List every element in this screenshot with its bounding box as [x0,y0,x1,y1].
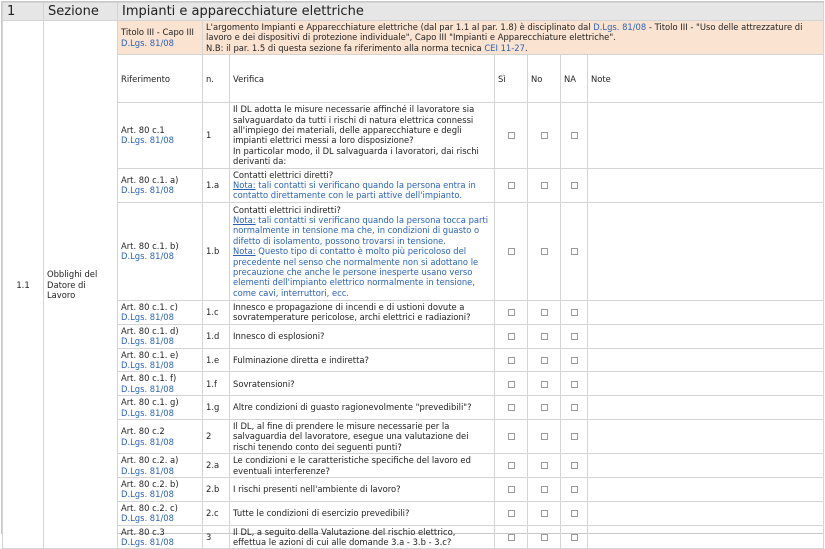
question-text: Fulminazione diretta e indiretta? [233,354,369,365]
answer-cell-no [528,501,561,525]
intro-row [3,21,824,55]
section-title: Impianti e apparecchiature elettriche [118,3,824,21]
table-row [3,202,824,300]
checkbox-no[interactable] [541,433,548,440]
row-ref-law-link[interactable]: D.Lgs. 81/08 [121,465,174,476]
answer-cell-si [495,525,528,549]
note-text: tali contatti si verificano quando la persona tocca parti normalmente in tensione ma che, in condizioni di guasto o difetto di isolamento, possono trovarsi in tensione. [233,214,489,246]
checkbox-no[interactable] [541,381,548,388]
intro-law-link[interactable]: D.Lgs. 81/08 [593,22,647,32]
row-number: 3 [203,525,230,549]
answer-cell-na [561,324,588,348]
intro-ref-law-link[interactable]: D.Lgs. 81/08 [121,37,174,48]
row-ref-law-link[interactable]: D.Lgs. 81/08 [121,359,174,370]
intro-text-a: L'argomento Impianti e Apparecchiature elettriche (dal par 1.1 al par. 1.8) è disciplinato dal [206,22,594,32]
checkbox-si[interactable] [508,333,515,340]
row-question [230,477,495,501]
row-reference [118,372,203,396]
answer-cell-no [528,168,561,202]
row-number: 1.a [203,168,230,202]
answer-cell-na [561,396,588,420]
row-ref-article: Art. 80 c.2. c) [121,502,178,513]
checkbox-no[interactable] [541,182,548,189]
row-question [230,419,495,453]
answer-cell-no [528,454,561,478]
row-ref-law-link[interactable]: D.Lgs. 81/08 [121,185,174,196]
row-reference [118,324,203,348]
row-number: 1.e [203,348,230,372]
row-number: 1 [203,103,230,168]
row-question [230,168,495,202]
answer-cell-no [528,477,561,501]
intro-ref-line: Titolo III - Capo III [121,27,194,38]
row-reference [118,477,203,501]
row-ref-article: Art. 80 c.1. g) [121,397,179,408]
row-ref-article: Art. 80 c.1. c) [121,301,178,312]
answer-cell-si [495,348,528,372]
note-input-cell[interactable] [588,324,824,348]
answer-cell-si [495,103,528,168]
answer-cell-no [528,372,561,396]
row-reference [118,300,203,324]
checklist-table [2,2,824,549]
question-text: Contatti elettrici diretti? [233,169,334,180]
question-text: I rischi presenti nell'ambiente di lavoro? [233,484,401,495]
checkbox-si[interactable] [508,309,515,316]
checkbox-na[interactable] [571,404,578,411]
checkbox-na[interactable] [571,357,578,364]
col-riferimento: Riferimento [118,55,203,103]
row-reference [118,168,203,202]
answer-cell-na [561,525,588,549]
checkbox-na[interactable] [571,486,578,493]
answer-cell-si [495,300,528,324]
note-input-cell[interactable] [588,300,824,324]
answer-cell-si [495,477,528,501]
answer-cell-na [561,372,588,396]
row-ref-law-link[interactable]: D.Lgs. 81/08 [121,251,174,262]
row-ref-article: Art. 80 c.1. d) [121,325,179,336]
answer-cell-no [528,324,561,348]
checkbox-si[interactable] [508,132,515,139]
table-row [3,396,824,420]
answer-cell-si [495,454,528,478]
checkbox-na[interactable] [571,248,578,255]
col-no: No [528,55,561,103]
checkbox-na[interactable] [571,462,578,469]
row-ref-article: Art. 80 c.2. a) [121,455,179,466]
row-question [230,324,495,348]
row-reference [118,454,203,478]
answer-cell-na [561,501,588,525]
row-ref-article: Art. 80 c.1. a) [121,174,179,185]
intro-text-c: N.B: il par. 1.5 di questa sezione fa riferimento alla norma tecnica [206,42,485,53]
row-ref-article: Art. 80 c.2. b) [121,478,179,489]
table-row [3,477,824,501]
note-input-cell[interactable] [588,372,824,396]
checkbox-na[interactable] [571,132,578,139]
row-reference [118,348,203,372]
row-number: 2 [203,419,230,453]
row-number: 1.b [203,202,230,300]
row-ref-law-link[interactable]: D.Lgs. 81/08 [121,537,174,547]
answer-cell-no [528,396,561,420]
checkbox-no[interactable] [541,333,548,340]
col-note: Note [588,55,824,103]
checkbox-si[interactable] [508,433,515,440]
row-number: 1.f [203,372,230,396]
checkbox-na[interactable] [571,433,578,440]
row-ref-law-link[interactable]: D.Lgs. 81/08 [121,407,174,418]
answer-cell-no [528,525,561,549]
answer-cell-na [561,202,588,300]
table-row [3,168,824,202]
question-text: Innesco e propagazione di incendi e di ustioni dovute a sovratemperature pericolose, archi elettrici e radiazioni? [233,301,471,323]
note-input-cell[interactable] [588,396,824,420]
row-question [230,300,495,324]
intro-text-c-end: . [524,42,528,53]
note-input-cell[interactable] [588,103,824,168]
intro-reference [118,21,203,55]
row-number: 2.b [203,477,230,501]
checkbox-no[interactable] [541,404,548,411]
answer-cell-si [495,168,528,202]
checkbox-si[interactable] [508,510,515,517]
row-question [230,372,495,396]
question-text: Innesco di esplosioni? [233,330,325,341]
question-text: Sovratensioni? [233,378,295,389]
answer-cell-na [561,348,588,372]
section-label: Sezione [44,3,118,21]
checkbox-si[interactable] [508,357,515,364]
table-row [3,348,824,372]
row-question [230,202,495,300]
table-row [3,103,824,168]
answer-cell-si [495,501,528,525]
note-input-cell[interactable] [588,202,824,300]
answer-cell-no [528,202,561,300]
question-text: Il DL, a seguito della Valutazione del rischio elettrico, effettua le azioni di cui alle domande 3.a - 3.b - 3.c? [233,526,456,547]
row-ref-article: Art. 80 c.1. e) [121,349,179,360]
row-question [230,103,495,168]
row-ref-article: Art. 80 c.2 [121,426,165,437]
question-text: Il DL, al fine di prendere le misure necessarie per la salvaguardia del lavoratore, esegue una valutazione dei rischi tenendo conto dei seguenti punti? [233,420,469,452]
note-text: tali contatti si verificano quando la persona entra in contatto direttamente con le parti attive dell'impianto. [233,180,476,201]
question-text: Tutte le condizioni di esercizio prevedibili? [233,507,410,518]
row-question [230,348,495,372]
col-verifica: Verifica [230,55,495,103]
question-text: Contatti elettrici indiretti? [233,204,341,215]
note-input-cell[interactable] [588,525,824,549]
checkbox-si[interactable] [508,462,515,469]
row-ref-law-link[interactable]: D.Lgs. 81/08 [121,383,174,394]
checkbox-si[interactable] [508,248,515,255]
note-input-cell[interactable] [588,348,824,372]
checkbox-no[interactable] [541,510,548,517]
answer-cell-no [528,103,561,168]
answer-cell-si [495,202,528,300]
row-ref-article: Art. 80 c.1 [121,125,165,136]
row-reference [118,419,203,453]
answer-cell-si [495,324,528,348]
row-number: 2.a [203,454,230,478]
answer-cell-si [495,372,528,396]
row-ref-law-link[interactable]: D.Lgs. 81/08 [121,336,174,347]
checkbox-si[interactable] [508,486,515,493]
row-question [230,454,495,478]
intro-text-b: - Titolo III - "Uso delle attrezzature di lavoro e dei dispositivi di protezione individuale", Capo III "Impianti e Apparecchiature elettriche". [206,22,803,43]
row-question [230,525,495,549]
answer-cell-si [495,396,528,420]
checkbox-si[interactable] [508,404,515,411]
answer-cell-na [561,419,588,453]
row-ref-law-link[interactable]: D.Lgs. 81/08 [121,513,174,524]
row-ref-law-link[interactable]: D.Lgs. 81/08 [121,312,174,323]
note-input-cell[interactable] [588,454,824,478]
row-ref-law-link[interactable]: D.Lgs. 81/08 [121,135,174,146]
answer-cell-na [561,300,588,324]
row-ref-article: Art. 80 c.3 [121,526,165,537]
question-text: Altre condizioni di guasto ragionevolmente "prevedibili"? [233,402,472,413]
checkbox-si[interactable] [508,182,515,189]
answer-cell-no [528,300,561,324]
question-text: Il DL adotta le misure necessarie affinché il lavoratore sia salvaguardato da tutti i rischi di natura elettrica connessi all'impiego dei materiali, delle apparecchiature e degli impianti elettrici messi a loro disposizione? In particolar modo, il DL salvaguarda i lavoratori, dai rischi derivanti da: [233,104,479,167]
subsection-number: 1.1 [3,21,44,549]
cei-link[interactable]: CEI 11-27 [484,42,525,53]
row-reference [118,103,203,168]
row-ref-article: Art. 80 c.1. f) [121,373,177,384]
row-number: 2.c [203,501,230,525]
answer-cell-si [495,419,528,453]
section-number: 1 [3,3,44,21]
col-si: Sì [495,55,528,103]
row-number: 1.g [203,396,230,420]
row-reference [118,202,203,300]
section-header-row [3,3,824,21]
row-reference [118,396,203,420]
answer-cell-na [561,103,588,168]
row-question [230,501,495,525]
checkbox-no[interactable] [541,357,548,364]
table-row [3,454,824,478]
col-n: n. [203,55,230,103]
row-number: 1.c [203,300,230,324]
checklist-document [1,1,824,547]
note-input-cell[interactable] [588,501,824,525]
checkbox-na[interactable] [571,510,578,517]
checkbox-no[interactable] [541,462,548,469]
table-row [3,372,824,396]
table-row [3,501,824,525]
note-input-cell[interactable] [588,419,824,453]
table-row [3,419,824,453]
question-text: Le condizioni e le caratteristiche specifiche del lavoro ed eventuali interferenze? [233,455,471,476]
row-number: 1.d [203,324,230,348]
row-ref-law-link[interactable]: D.Lgs. 81/08 [121,489,174,500]
table-row [3,300,824,324]
row-ref-law-link[interactable]: D.Lgs. 81/08 [121,436,174,447]
column-header-row [3,55,824,103]
row-reference [118,501,203,525]
answer-cell-no [528,348,561,372]
checkbox-na[interactable] [571,381,578,388]
row-ref-article: Art. 80 c.1. b) [121,240,179,251]
checkbox-si[interactable] [508,381,515,388]
note-label: Nota: [233,214,256,225]
row-question [230,396,495,420]
table-row [3,525,824,549]
note-text: Questo tipo di contatto è molto più pericoloso del precedente nel senso che normalmente non si adottano le precauzione che anche le persone inesperte usano verso elementi dell'impianto elettrico normalmente in tensione, come cavi, interruttori, ecc. [233,246,479,298]
note-input-cell[interactable] [588,477,824,501]
row-reference [118,525,203,549]
answer-cell-no [528,419,561,453]
checkbox-no[interactable] [541,309,548,316]
checkbox-na[interactable] [571,333,578,340]
answer-cell-na [561,168,588,202]
col-na: NA [561,55,588,103]
checkbox-na[interactable] [571,309,578,316]
intro-text [203,21,824,55]
answer-cell-na [561,477,588,501]
note-input-cell[interactable] [588,168,824,202]
checkbox-no[interactable] [541,486,548,493]
table-row [3,324,824,348]
checkbox-na[interactable] [571,182,578,189]
note-label: Nota: [233,246,256,257]
checkbox-no[interactable] [541,248,548,255]
note-label: Nota: [233,180,256,191]
answer-cell-na [561,454,588,478]
checkbox-no[interactable] [541,132,548,139]
subsection-label: Obblighi del Datore di Lavoro [44,21,118,549]
